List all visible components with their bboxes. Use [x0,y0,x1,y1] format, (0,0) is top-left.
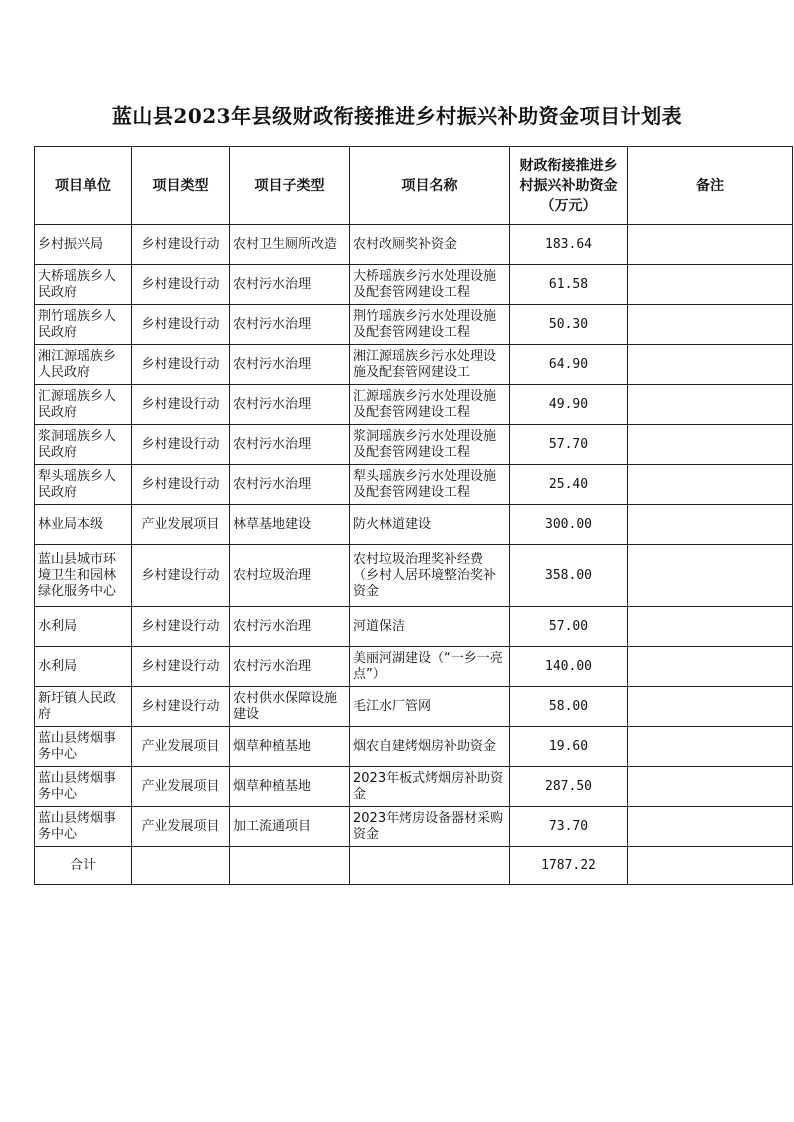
cell-note [628,265,793,305]
cell-note [628,345,793,385]
cell-note [628,607,793,647]
cell-name: 毛江水厂管网 [350,687,510,727]
table-row [35,465,793,505]
table-row [35,767,793,807]
table-row [35,265,793,305]
cell-name: 河道保洁 [350,607,510,647]
cell-name: 荆竹瑶族乡污水处理设施及配套管网建设工程 [350,305,510,345]
cell-unit: 蓝山县烤烟事务中心 [35,727,132,767]
cell-name: 2023年板式烤烟房补助资金 [350,767,510,807]
total-row [35,847,793,885]
header-note: 备注 [628,147,793,225]
table-row [35,545,793,607]
total-label: 合计 [35,847,132,885]
cell-subtype: 农村污水治理 [230,425,350,465]
cell-name: 农村改厕奖补资金 [350,225,510,265]
cell-fund: 358.00 [510,545,628,607]
cell-unit: 乡村振兴局 [35,225,132,265]
cell-subtype: 农村垃圾治理 [230,545,350,607]
table-row [35,305,793,345]
cell-subtype: 烟草种植基地 [230,727,350,767]
total-empty-cell [132,847,230,885]
cell-type: 乡村建设行动 [132,607,230,647]
cell-fund: 19.60 [510,727,628,767]
cell-fund: 57.70 [510,425,628,465]
cell-unit: 犁头瑶族乡人民政府 [35,465,132,505]
cell-fund: 58.00 [510,687,628,727]
cell-unit: 大桥瑶族乡人民政府 [35,265,132,305]
table-row [35,807,793,847]
table-row [35,345,793,385]
cell-subtype: 农村污水治理 [230,345,350,385]
cell-type: 乡村建设行动 [132,465,230,505]
cell-type: 乡村建设行动 [132,545,230,607]
cell-name: 美丽河湖建设（“一乡一亮点”） [350,647,510,687]
cell-name: 浆洞瑶族乡污水处理设施及配套管网建设工程 [350,425,510,465]
cell-type: 产业发展项目 [132,505,230,545]
header-unit: 项目单位 [35,147,132,225]
table-row [35,607,793,647]
cell-unit: 水利局 [35,647,132,687]
cell-fund: 57.00 [510,607,628,647]
cell-fund: 61.58 [510,265,628,305]
cell-name: 2023年烤房设备器材采购资金 [350,807,510,847]
cell-type: 乡村建设行动 [132,687,230,727]
cell-unit: 水利局 [35,607,132,647]
cell-type: 乡村建设行动 [132,425,230,465]
cell-note [628,767,793,807]
cell-type: 乡村建设行动 [132,225,230,265]
cell-type: 乡村建设行动 [132,647,230,687]
header-name: 项目名称 [350,147,510,225]
cell-unit: 汇源瑶族乡人民政府 [35,385,132,425]
cell-fund: 287.50 [510,767,628,807]
cell-name: 湘江源瑶族乡污水处理设施及配套管网建设工 [350,345,510,385]
total-empty-cell [230,847,350,885]
cell-subtype: 烟草种植基地 [230,767,350,807]
cell-note [628,727,793,767]
cell-subtype: 农村污水治理 [230,265,350,305]
cell-subtype: 农村污水治理 [230,465,350,505]
cell-note [628,225,793,265]
project-plan-table [34,146,793,885]
cell-note [628,425,793,465]
cell-fund: 300.00 [510,505,628,545]
cell-unit: 蓝山县烤烟事务中心 [35,767,132,807]
cell-name: 防火林道建设 [350,505,510,545]
cell-fund: 140.00 [510,647,628,687]
cell-subtype: 农村污水治理 [230,607,350,647]
table-row [35,727,793,767]
cell-type: 乡村建设行动 [132,265,230,305]
cell-note [628,545,793,607]
cell-name: 汇源瑶族乡污水处理设施及配套管网建设工程 [350,385,510,425]
cell-type: 乡村建设行动 [132,305,230,345]
cell-subtype: 农村污水治理 [230,305,350,345]
cell-note [628,505,793,545]
cell-fund: 64.90 [510,345,628,385]
cell-unit: 荆竹瑶族乡人民政府 [35,305,132,345]
cell-name: 犁头瑶族乡污水处理设施及配套管网建设工程 [350,465,510,505]
total-empty-cell [350,847,510,885]
total-fund: 1787.22 [510,847,628,885]
table-row [35,225,793,265]
cell-subtype: 农村供水保障设施建设 [230,687,350,727]
table-row [35,385,793,425]
cell-name: 大桥瑶族乡污水处理设施及配套管网建设工程 [350,265,510,305]
cell-subtype: 农村污水治理 [230,647,350,687]
cell-type: 乡村建设行动 [132,385,230,425]
cell-unit: 蓝山县城市环境卫生和园林绿化服务中心 [35,545,132,607]
total-empty-cell [628,847,793,885]
cell-unit: 新圩镇人民政府 [35,687,132,727]
header-row [35,147,793,225]
cell-note [628,305,793,345]
cell-unit: 浆洞瑶族乡人民政府 [35,425,132,465]
header-subtype: 项目子类型 [230,147,350,225]
cell-type: 产业发展项目 [132,727,230,767]
table-row [35,647,793,687]
header-type: 项目类型 [132,147,230,225]
cell-fund: 25.40 [510,465,628,505]
cell-note [628,687,793,727]
cell-type: 产业发展项目 [132,767,230,807]
header-fund: 财政衔接推进乡村振兴补助资金（万元） [510,147,628,225]
table-body [35,225,793,847]
table-row [35,425,793,465]
cell-note [628,807,793,847]
cell-note [628,385,793,425]
document-title: 蓝山县2023年县级财政衔接推进乡村振兴补助资金项目计划表 [111,104,683,128]
cell-type: 乡村建设行动 [132,345,230,385]
cell-note [628,465,793,505]
cell-fund: 73.70 [510,807,628,847]
cell-subtype: 农村污水治理 [230,385,350,425]
cell-unit: 林业局本级 [35,505,132,545]
cell-unit: 蓝山县烤烟事务中心 [35,807,132,847]
cell-note [628,647,793,687]
cell-unit: 湘江源瑶族乡人民政府 [35,345,132,385]
cell-fund: 49.90 [510,385,628,425]
table-row [35,505,793,545]
table-row [35,687,793,727]
cell-fund: 50.30 [510,305,628,345]
cell-type: 产业发展项目 [132,807,230,847]
cell-subtype: 林草基地建设 [230,505,350,545]
cell-subtype: 加工流通项目 [230,807,350,847]
cell-subtype: 农村卫生厕所改造 [230,225,350,265]
cell-name: 烟农自建烤烟房补助资金 [350,727,510,767]
cell-name: 农村垃圾治理奖补经费（乡村人居环境整治奖补资金 [350,545,510,607]
cell-fund: 183.64 [510,225,628,265]
